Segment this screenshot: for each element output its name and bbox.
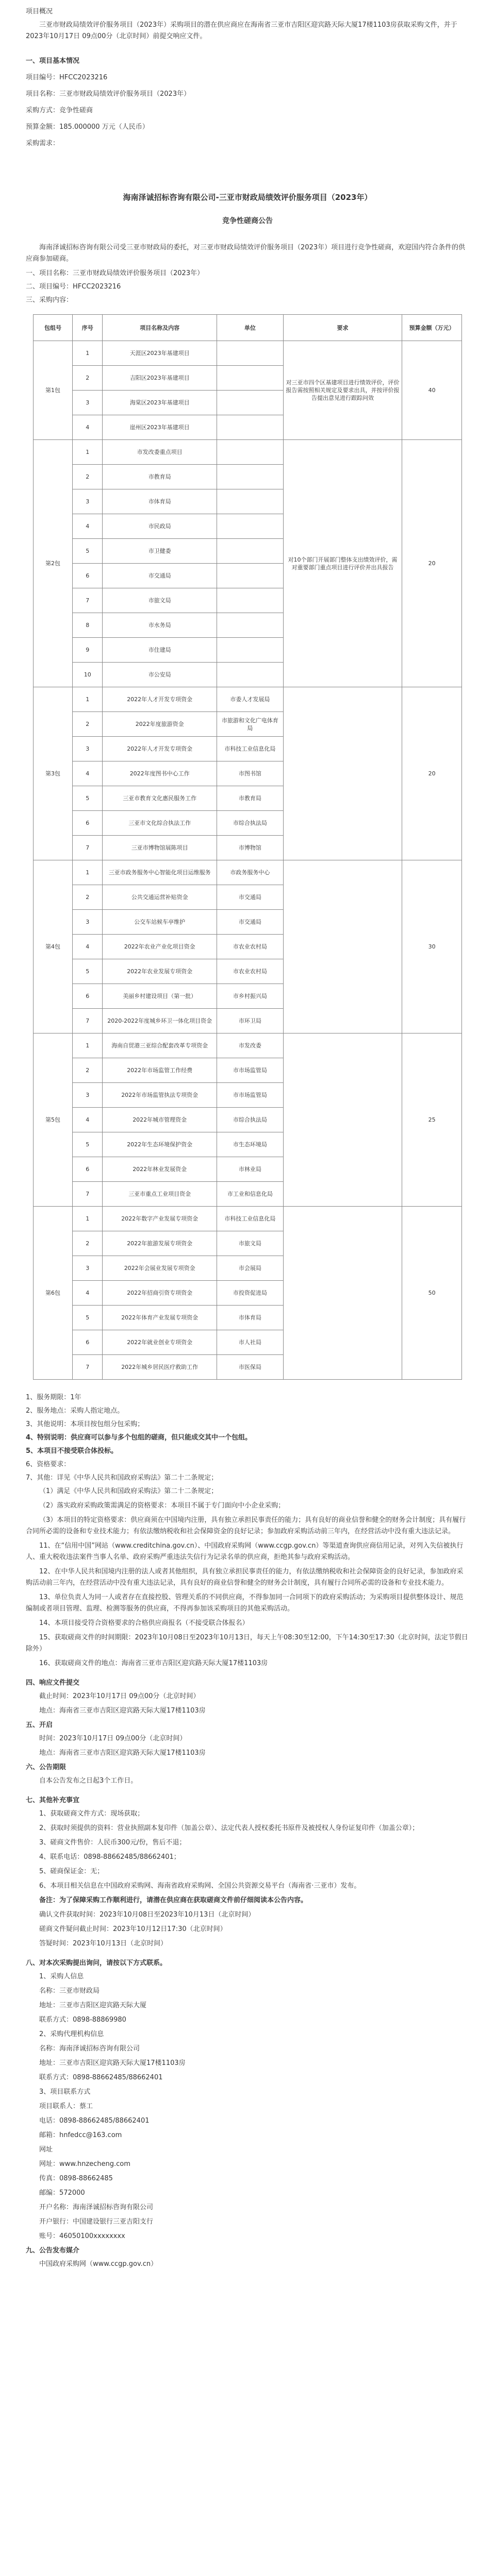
row-no-cell: 5 (73, 959, 103, 984)
row-name-cell: 三亚市政务服务中心智能化项目运维服务 (103, 860, 217, 885)
other-answer: 答疑时间：2023年10月13日（北京时间） (39, 1940, 168, 1947)
lot-cell: 第1包 (34, 341, 73, 440)
row-no-cell: 7 (73, 1355, 103, 1380)
section-label: 项目概况 (26, 8, 53, 15)
row-no-cell: 1 (73, 440, 103, 465)
row-unit-cell (217, 415, 283, 440)
table-row (34, 860, 462, 885)
lot-cell: 第2包 (34, 440, 73, 687)
row-name-cell: 2022年林业发展资金 (103, 1157, 217, 1182)
note-5: 5、本项目不接受联合体投标。 (26, 1447, 118, 1455)
row-unit-cell: 市交通局 (217, 910, 283, 935)
row-name-cell: 2022年人才开发专项资金 (103, 687, 217, 712)
row-unit-cell (217, 638, 283, 663)
project-contact-phone: 电话：0898-88662485/88662401 (39, 2117, 150, 2125)
sites-heading: 九、公告发布媒介 (26, 2247, 80, 2255)
row-no-cell: 6 (73, 811, 103, 836)
agent-name: 名称：海南泽诚招标咨询有限公司 (39, 2045, 140, 2053)
row-name-cell: 市公安局 (103, 663, 217, 687)
other-item-5: 5、磋商保证金：无； (39, 1868, 104, 1875)
row-unit-cell (217, 341, 283, 366)
purchaser-address: 地址：三亚市吉阳区迎宾路天际大厦 (39, 2002, 147, 2009)
col-req: 要求 (283, 315, 402, 341)
row-unit-cell: 市委人才发展局 (217, 687, 283, 712)
lot-cell: 第6包 (34, 1207, 73, 1380)
row-unit-cell: 市科技工业信息化局 (217, 1207, 283, 1231)
deadline-place: 地点：海南省三亚市吉阳区迎宾路天际大厦17楼1103房 (39, 1707, 206, 1715)
agent-phone: 联系方式：0898-88662485/88662401 (39, 2074, 163, 2081)
col-lot: 包组号 (34, 315, 73, 341)
note-6: 6、资格要求： (26, 1461, 71, 1468)
lot-requirement-cell: 对10个部门开展部门整体支出绩效评价，需对重要部门重点项目进行评价并出具报告 (283, 440, 402, 687)
lot-budget-cell: 25 (402, 1033, 462, 1207)
row-name-cell: 2022年生态环境保护资金 (103, 1132, 217, 1157)
row-name-cell: 市民政局 (103, 514, 217, 539)
other-item-6: 6、本项目相关信息在中国政府采购网、海南省政府采购网、全国公共资源交易平台（海南省·三亚市）发布。 (39, 1882, 361, 1890)
row-name-cell: 市交通局 (103, 564, 217, 588)
table-row (34, 1207, 462, 1231)
note-1: 1、服务期限：1年 (26, 1394, 81, 1401)
row-unit-cell: 市教育局 (217, 786, 283, 811)
row-unit-cell: 市发改委 (217, 1033, 283, 1058)
row-no-cell: 7 (73, 588, 103, 613)
row-no-cell: 4 (73, 935, 103, 959)
contact-email: 邮箱：hnfedcc@163.com (39, 2131, 122, 2139)
procedure-1: 11、在“信用中国”网站（www.creditchina.gov.cn）、中国政府采购网（www.ccgp.gov.cn）等渠道查询供应商信用记录，对列入失信被执行人、重大税收违法案件当事人名单、政府采购严重违法失信行为记录名单的供应商，拒绝其参与政府采购活动。 (26, 1542, 464, 1561)
other-heading: 七、其他补充事宜 (26, 1797, 80, 1804)
row-unit-cell: 市乡村振兴局 (217, 984, 283, 1009)
row-name-cell: 2022年农业发展专项资金 (103, 959, 217, 984)
intro-text: 海南泽诚招标咨询有限公司受三亚市财政局的委托，对三亚市财政局绩效评价服务项目（2023年）项目进行竞争性磋商，欢迎国内符合条件的供应商参加磋商。 (26, 244, 466, 263)
col-unit: 单位 (217, 315, 283, 341)
col-no: 序号 (73, 315, 103, 341)
row-unit-cell: 市会展局 (217, 1256, 283, 1281)
row-no-cell: 10 (73, 663, 103, 687)
row-no-cell: 4 (73, 1281, 103, 1306)
row-name-cell: 公交车站候车亭维护 (103, 910, 217, 935)
row-unit-cell (217, 564, 283, 588)
row-no-cell: 4 (73, 415, 103, 440)
row-unit-cell (217, 366, 283, 391)
row-name-cell: 2022年度图书中心工作 (103, 761, 217, 786)
row-unit-cell: 市医保局 (217, 1355, 283, 1380)
other-item-1: 1、获取磋商文件方式：现场获取； (39, 1810, 144, 1818)
row-name-cell: 2022年城市管理资金 (103, 1108, 217, 1132)
row-unit-cell: 市农业农村局 (217, 935, 283, 959)
row-unit-cell (217, 391, 283, 415)
deadline-heading: 四、响应文件提交 (26, 1679, 80, 1687)
row-no-cell: 2 (73, 366, 103, 391)
row-name-cell: 吉阳区2023年基建项目 (103, 366, 217, 391)
project-contact-person: 项目联系人：蔡工 (39, 2103, 93, 2110)
row-name-cell: 市旅文局 (103, 588, 217, 613)
bank: 开户银行：中国建设银行三亚吉阳支行 (39, 2218, 154, 2226)
row-name-cell: 崖州区2023年基建项目 (103, 415, 217, 440)
row-name-cell: 三亚市博物馆展陈项目 (103, 836, 217, 860)
row-name-cell: 三亚市文化综合执法工作 (103, 811, 217, 836)
open-place: 地点：海南省三亚市吉阳区迎宾路天际大厦17楼1103房 (39, 1749, 206, 1757)
notice-title: 海南泽诚招标咨询有限公司-三亚市财政局绩效评价服务项目（2023年） (123, 193, 372, 202)
other-confirm: 确认文件获取时间：2023年10月08日至2023年10月13日（北京时间） (39, 1911, 255, 1919)
row-unit-cell: 市综合执法局 (217, 1108, 283, 1132)
row-unit-cell (217, 489, 283, 514)
lots-table-body (34, 341, 462, 1380)
qualification-3: （3）本项目的特定资格要求：供应商须在中国境内注册，具有独立承担民事责任的能力；具有良好的商业信誉和健全的财务会计制度；具有履行合同所必需的设备和专业技术能力；有依法缴纳税收和社会保障资金的良好记录；参加政府采购活动前三年内，在经营活动中没有重大违法记录。 (26, 1516, 466, 1535)
row-no-cell: 5 (73, 1132, 103, 1157)
row-name-cell: 天涯区2023年基建项目 (103, 341, 217, 366)
row-no-cell: 4 (73, 761, 103, 786)
lot-requirement-cell (283, 1033, 402, 1207)
note-2: 2、服务地点：采购人指定地点。 (26, 1407, 124, 1415)
purchaser-phone: 联系方式：0898-88869980 (39, 2016, 126, 2024)
row-name-cell: 市住建局 (103, 638, 217, 663)
row-name-cell: 2022年会展业发展专项资金 (103, 1256, 217, 1281)
project-name: 项目名称：三亚市财政局绩效评价服务项目（2023年） (26, 90, 191, 98)
row-name-cell: 公共交通运营补贴资金 (103, 885, 217, 910)
row-no-cell: 4 (73, 1108, 103, 1132)
other-item-3: 3、磋商文件售价：人民币300元/份，售后不退； (39, 1839, 186, 1846)
deadline-time: 截止时间：2023年10月17日 09点00分（北京时间） (39, 1692, 200, 1700)
row-no-cell: 6 (73, 984, 103, 1009)
table-row (34, 687, 462, 712)
row-name-cell: 三亚市教育文化惠民服务工作 (103, 786, 217, 811)
col-budget: 预算金额（万元） (402, 315, 462, 341)
col-name: 项目名称及内容 (103, 315, 217, 341)
row-unit-cell: 市体育局 (217, 1306, 283, 1330)
term-text: 自本公告发布之日起3个工作日。 (39, 1777, 138, 1785)
other-item-4: 4、联系电话：0898-88662485/88662401； (39, 1853, 180, 1861)
row-no-cell: 5 (73, 786, 103, 811)
procedure-2: 12、在中华人民共和国境内注册的法人或者其他组织，具有独立承担民事责任的能力，有依法缴纳税收和社会保障资金的良好记录，参加政府采购活动前三年内，在经营活动中没有重大违法记录，具有良好的商业信誉和健全的财务会计制度，具有履行合同所必需的设备和专业技术能力。 (26, 1568, 464, 1587)
basic-info (26, 56, 469, 155)
row-no-cell: 8 (73, 613, 103, 638)
row-unit-cell: 市生态环境局 (217, 1132, 283, 1157)
lot-requirement-cell (283, 1207, 402, 1380)
row-no-cell: 3 (73, 910, 103, 935)
open-time: 时间：2023年10月17日 09点00分（北京时间） (39, 1735, 187, 1742)
row-no-cell: 4 (73, 514, 103, 539)
row-unit-cell (217, 440, 283, 465)
row-name-cell: 2022年度旅游资金 (103, 712, 217, 737)
row-name-cell: 2020-2022年度城乡环卫一体化项目资金 (103, 1009, 217, 1033)
row-name-cell: 2022年人才开发专项资金 (103, 737, 217, 761)
row-no-cell: 3 (73, 737, 103, 761)
row-name-cell: 美丽乡村建设项目（第一批） (103, 984, 217, 1009)
row-name-cell: 市水务局 (103, 613, 217, 638)
qualification-1: （1）满足《中华人民共和国政府采购法》第二十二条规定； (39, 1487, 218, 1495)
row-no-cell: 9 (73, 638, 103, 663)
other-item-2: 2、获取时须提供的资料：营业执照副本复印件（加盖公章）、法定代表人授权委托书原件及被授权人身份证复印件（加盖公章）； (39, 1824, 419, 1832)
overview-section (26, 6, 469, 45)
row-no-cell: 2 (73, 1231, 103, 1256)
bank-name: 开户名称：海南泽诚招标咨询有限公司 (39, 2204, 154, 2211)
lot-budget-cell: 50 (402, 1207, 462, 1380)
bank-account: 账号：46050100xxxxxxxx (39, 2232, 125, 2240)
notes-section (26, 1392, 469, 2273)
web-heading: 网址 (39, 2146, 53, 2154)
row-no-cell: 3 (73, 489, 103, 514)
row-name-cell: 2022年农业产业化项目资金 (103, 935, 217, 959)
row-no-cell: 5 (73, 539, 103, 564)
row-no-cell: 7 (73, 1009, 103, 1033)
row-unit-cell: 市旅文局 (217, 1231, 283, 1256)
row-name-cell: 2022年招商引资专项资金 (103, 1281, 217, 1306)
procedure-3: 13、单位负责人为同一人或者存在直接控股、管理关系的不同供应商，不得参加同一合同项下的政府采购活动；为采购项目提供整体设计、规范编制或者项目管理、监理、检测等服务的供应商，不得再参加该采购项目的其他采购活动。 (26, 1594, 464, 1613)
intro-item-1: 一、项目名称：三亚市财政局绩效评价服务项目（2023年） (26, 269, 204, 277)
lot-budget-cell: 20 (402, 687, 462, 860)
notice-subtitle: 竞争性磋商公告 (222, 217, 273, 225)
contacts-heading: 八、对本次采购提出询问，请按以下方式联系。 (26, 1959, 167, 1967)
site-1: 中国政府采购网（www.ccgp.gov.cn） (39, 2260, 158, 2268)
lot-requirement-cell: 对三亚市四个区基建项目进行绩效评价，评价报告需按照相关规定及要求出具，并按评价报告提出意见进行跟踪问效 (283, 341, 402, 440)
project-contact-heading: 3、项目联系方式 (39, 2088, 91, 2096)
row-unit-cell: 市交通局 (217, 885, 283, 910)
purchaser-heading: 1、采购人信息 (39, 1973, 84, 1980)
basic-heading: 一、项目基本情况 (26, 57, 80, 65)
row-no-cell: 2 (73, 1058, 103, 1083)
notice-intro (26, 242, 469, 308)
contact-fax: 传真：0898-88662485 (39, 2175, 113, 2182)
row-no-cell: 6 (73, 1330, 103, 1355)
procedure-4: 14、本项目接受符合资格要求的合格供应商报名（不接受联合体报名） (39, 1619, 249, 1627)
contact-web: 网址：www.hnzecheng.com (39, 2160, 130, 2168)
row-unit-cell: 市投资促进局 (217, 1281, 283, 1306)
row-unit-cell: 市政务服务中心 (217, 860, 283, 885)
requirements: 采购需求： (26, 140, 60, 147)
row-name-cell: 市体育局 (103, 489, 217, 514)
row-name-cell: 2022年数字产业发展专项资金 (103, 1207, 217, 1231)
row-no-cell: 2 (73, 712, 103, 737)
intro-item-3: 三、采购内容： (26, 296, 73, 304)
row-unit-cell: 市人社局 (217, 1330, 283, 1355)
row-unit-cell: 市林业局 (217, 1157, 283, 1182)
lot-budget-cell: 40 (402, 341, 462, 440)
row-no-cell: 2 (73, 885, 103, 910)
row-unit-cell: 市博物馆 (217, 836, 283, 860)
procedure-5: 15、获取磋商文件的时间期限：2023年10月08日至2023年10月13日，每天上午08:30至12:00，下午14:30至17:30（北京时间，法定节假日除外） (26, 1634, 468, 1653)
contact-post: 邮编：572000 (39, 2189, 85, 2197)
row-no-cell: 1 (73, 860, 103, 885)
other-question: 磋商文件疑问截止时间：2023年10月12日17:30（北京时间） (39, 1925, 227, 1933)
row-name-cell: 市教育局 (103, 465, 217, 489)
row-unit-cell (217, 514, 283, 539)
procedure-6: 16、获取磋商文件的地点：海南省三亚市吉阳区迎宾路天际大厦17楼1103房 (39, 1659, 268, 1667)
row-no-cell: 6 (73, 564, 103, 588)
row-name-cell: 三亚市重点工业项目资金 (103, 1182, 217, 1207)
open-heading: 五、开启 (26, 1721, 53, 1729)
qualification-2: （2）落实政府采购政策需满足的资格要求：本项目不属于专门面向中小企业采购； (39, 1502, 285, 1510)
lot-cell: 第3包 (34, 687, 73, 860)
row-name-cell: 海南自贸港三亚综合配套改革专项资金 (103, 1033, 217, 1058)
project-no: 项目编号：HFCC2023216 (26, 74, 108, 81)
lot-cell: 第4包 (34, 860, 73, 1033)
row-name-cell: 2022年体育产业发展专项资金 (103, 1306, 217, 1330)
note-3: 3、其他说明：本项目按包组分包采购； (26, 1420, 144, 1428)
row-no-cell: 7 (73, 836, 103, 860)
row-name-cell: 2022年城乡居民医疗救助工作 (103, 1355, 217, 1380)
purchase-method: 采购方式：竞争性磋商 (26, 107, 93, 114)
row-no-cell: 1 (73, 1033, 103, 1058)
row-unit-cell: 市农业农村局 (217, 959, 283, 984)
note-4: 4、特别说明：供应商可以参与多个包组的磋商，但只能成交其中一个包组。 (26, 1434, 252, 1442)
lot-requirement-cell (283, 687, 402, 860)
other-emphasis: 备注：为了保障采购工作顺利进行，请潜在供应商在获取磋商文件前仔细阅读本公告内容。 (39, 1896, 308, 1904)
row-unit-cell (217, 663, 283, 687)
row-name-cell: 2022年旅游发展专项资金 (103, 1231, 217, 1256)
row-name-cell: 市发改委重点项目 (103, 440, 217, 465)
row-unit-cell: 市图书馆 (217, 761, 283, 786)
row-name-cell: 2022年市场监管工作经费 (103, 1058, 217, 1083)
row-unit-cell: 市综合执法局 (217, 811, 283, 836)
row-no-cell: 1 (73, 1207, 103, 1231)
lot-requirement-cell (283, 860, 402, 1033)
row-unit-cell: 市市场监管局 (217, 1083, 283, 1108)
lot-budget-cell: 20 (402, 440, 462, 687)
row-unit-cell (217, 588, 283, 613)
purchaser-name: 名称：三亚市财政局 (39, 1987, 100, 1995)
note-7: 7、其他：详见《中华人民共和国政府采购法》第二十二条规定； (26, 1474, 218, 1482)
row-unit-cell: 市科技工业信息化局 (217, 737, 283, 761)
row-name-cell: 市卫健委 (103, 539, 217, 564)
table-row (34, 440, 462, 465)
row-no-cell: 2 (73, 465, 103, 489)
row-unit-cell (217, 465, 283, 489)
budget: 预算金额：185.000000 万元（人民币） (26, 123, 149, 131)
row-unit-cell: 市工业和信息化局 (217, 1182, 283, 1207)
row-no-cell: 1 (73, 341, 103, 366)
row-name-cell: 海棠区2023年基建项目 (103, 391, 217, 415)
lot-cell: 第5包 (34, 1033, 73, 1207)
row-no-cell: 3 (73, 391, 103, 415)
table-row (34, 1033, 462, 1058)
overview-text: 三亚市财政局绩效评价服务项目（2023年）采购项目的潜在供应商应在海南省三亚市吉阳区迎宾路天际大厦17楼1103房获取采购文件，并于2023年10月17日 09点00分（北京时间）前提交响应文件。 (26, 21, 457, 40)
row-unit-cell: 市旅游和文化广电体育局 (217, 712, 283, 737)
intro-item-2: 二、项目编号：HFCC2023216 (26, 283, 121, 291)
row-name-cell: 2022年就业创业专项资金 (103, 1330, 217, 1355)
row-no-cell: 3 (73, 1083, 103, 1108)
row-name-cell: 2022年市场监管执法专项资金 (103, 1083, 217, 1108)
lots-table-header (34, 315, 462, 341)
agent-address: 地址：三亚市吉阳区迎宾路天际大厦17楼1103房 (39, 2059, 186, 2067)
row-no-cell: 7 (73, 1182, 103, 1207)
row-no-cell: 3 (73, 1256, 103, 1281)
lot-budget-cell: 30 (402, 860, 462, 1033)
row-no-cell: 6 (73, 1157, 103, 1182)
term-heading: 六、公告期限 (26, 1764, 67, 1771)
agent-heading: 2、采购代理机构信息 (39, 2030, 104, 2038)
lots-table (33, 314, 462, 1380)
row-no-cell: 5 (73, 1306, 103, 1330)
row-unit-cell (217, 539, 283, 564)
table-row (34, 341, 462, 366)
row-unit-cell: 市市场监管局 (217, 1058, 283, 1083)
row-unit-cell: 市环卫局 (217, 1009, 283, 1033)
row-no-cell: 1 (73, 687, 103, 712)
row-unit-cell (217, 613, 283, 638)
